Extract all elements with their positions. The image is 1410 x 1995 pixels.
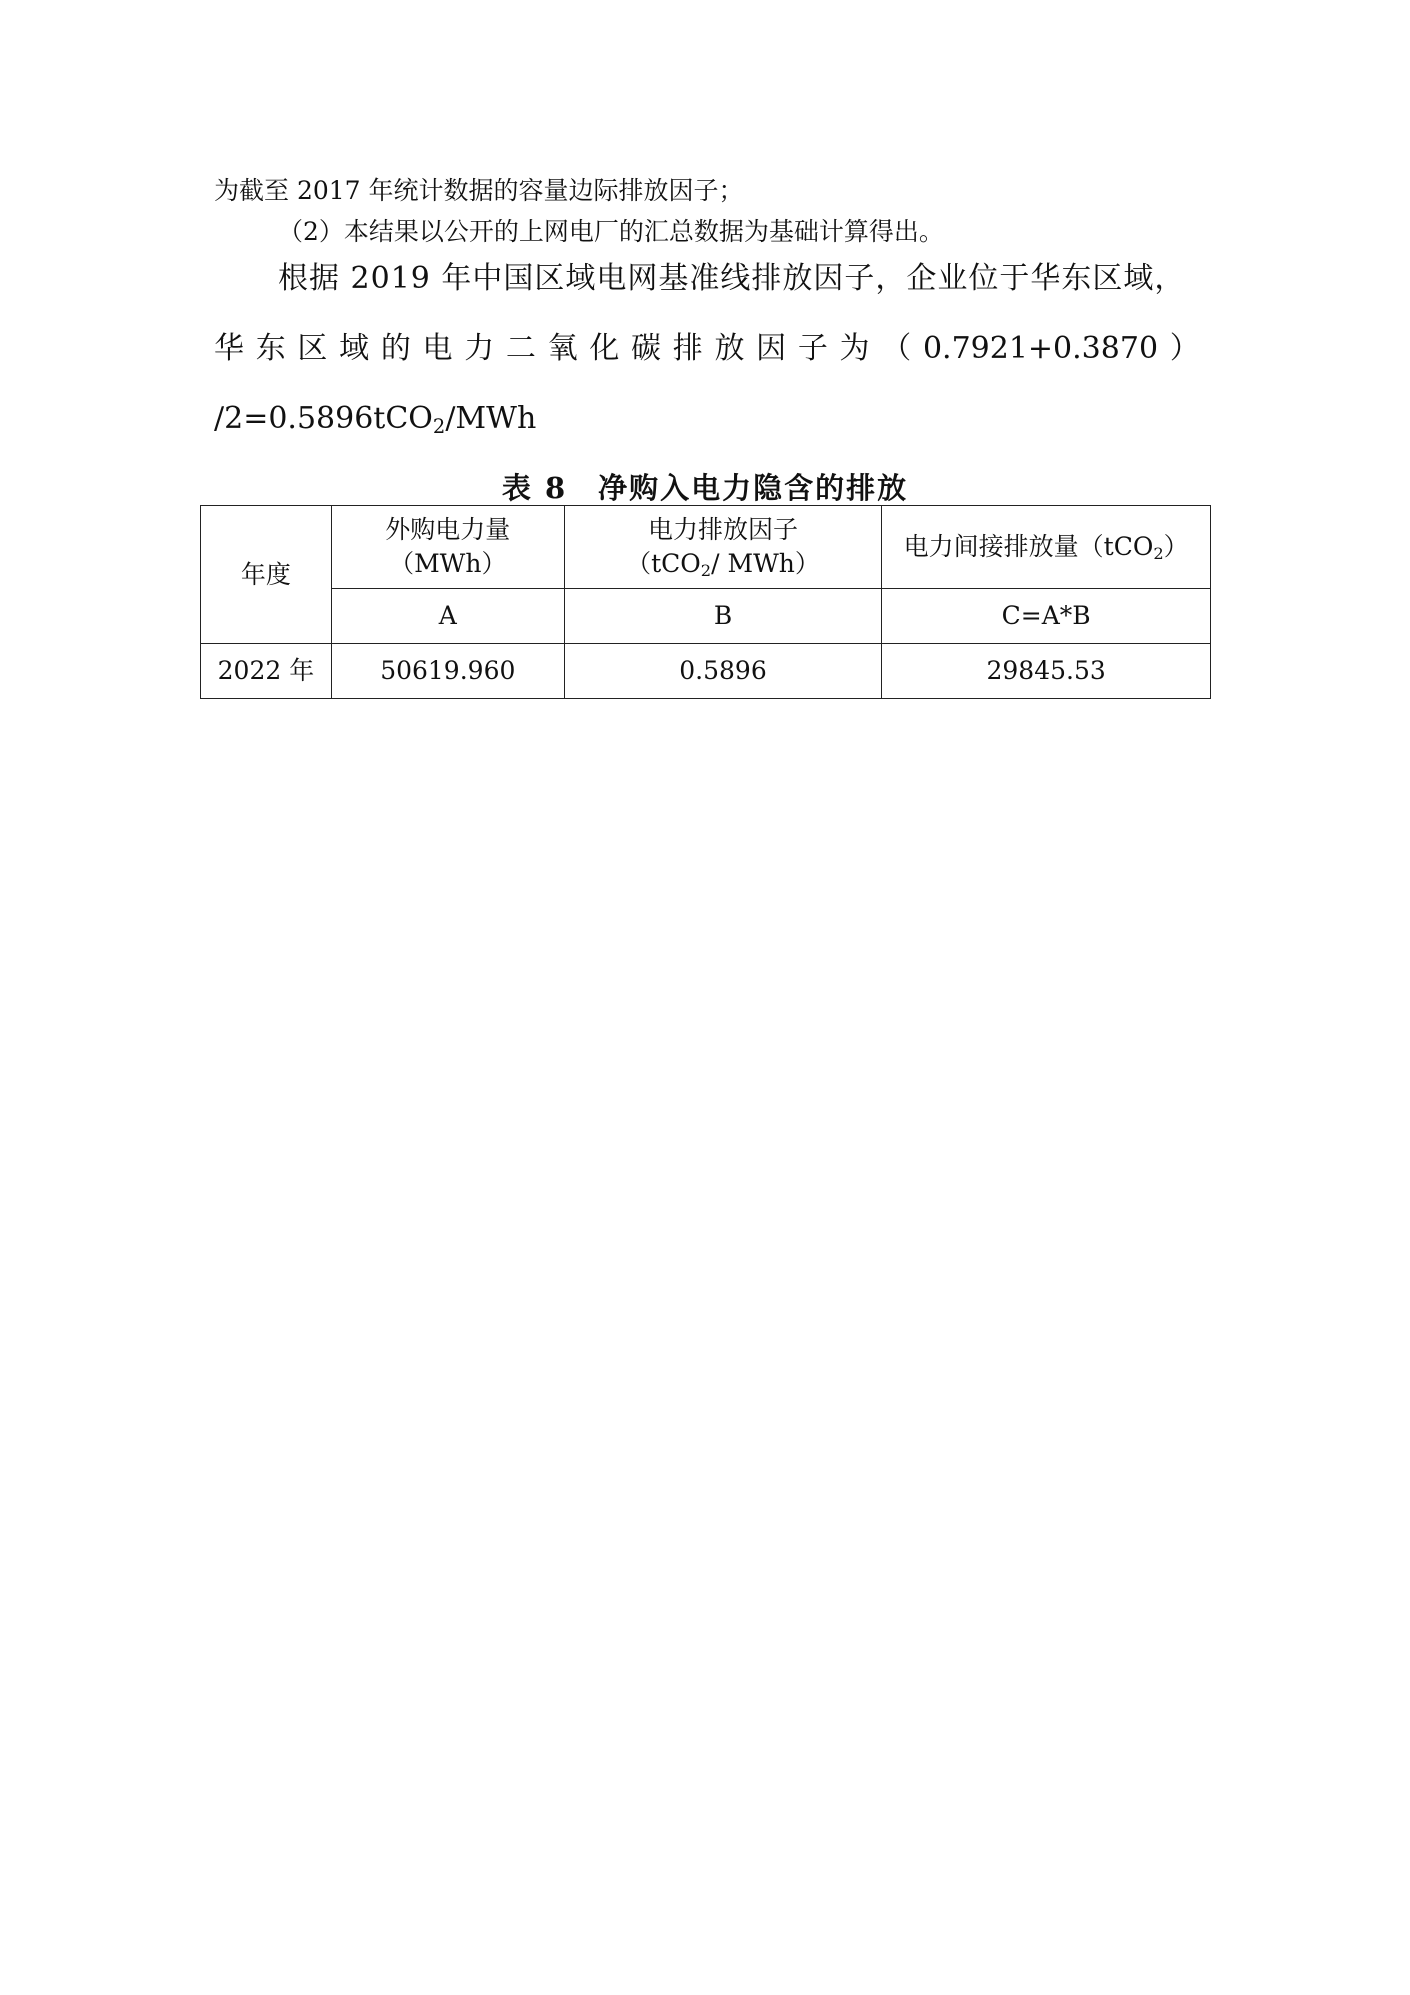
unit-suffix: ）	[1163, 532, 1189, 562]
cell-emission-factor: 0.5896	[564, 644, 882, 699]
paragraph-char: 氧	[547, 331, 578, 366]
paragraph-char: 放	[714, 331, 745, 366]
symbol-c: C=A*B	[882, 589, 1211, 644]
paragraph-line	[214, 401, 537, 438]
paragraph-char: 为	[839, 331, 870, 366]
paragraph-char: 区	[297, 331, 328, 366]
paragraph-char: 碳	[631, 331, 662, 366]
header-year: 年度	[201, 506, 332, 644]
paragraph-char: 华	[214, 331, 244, 366]
unit-prefix: （tCO	[626, 549, 701, 578]
header-col-a-title: 外购电力量	[385, 515, 511, 545]
unit-subscript: 2	[1153, 544, 1164, 564]
emissions-table	[200, 505, 1211, 699]
formula-prefix: /2=0.5896tCO	[214, 401, 433, 436]
header-col-b-unit	[565, 547, 882, 581]
note-line: 为截至 2017 年统计数据的容量边际排放因子；	[214, 176, 744, 205]
paragraph-char: 子	[797, 331, 828, 366]
symbol-b: B	[564, 589, 882, 644]
paragraph-line: 根据 2019 年中国区域电网基准线排放因子，企业位于华东区域，	[278, 261, 1186, 296]
cell-indirect-emissions: 29845.53	[882, 644, 1211, 699]
paragraph-number: 0.7921+0.3870	[922, 331, 1159, 366]
header-col-b-title: 电力排放因子	[648, 515, 799, 545]
paragraph-char: （	[881, 331, 912, 366]
paragraph-char: 力	[464, 331, 495, 366]
paragraph-char: 的	[380, 331, 411, 366]
symbol-a: A	[331, 589, 564, 644]
header-col-a	[331, 506, 564, 589]
table-row	[201, 644, 1211, 699]
header-col-c-title: 电力间接排放量（tCO	[903, 532, 1154, 562]
paragraph-char: 域	[339, 331, 370, 366]
unit-subscript: 2	[700, 561, 712, 581]
header-col-a-unit: （MWh）	[389, 549, 507, 578]
unit-suffix: / MWh）	[711, 549, 820, 578]
paragraph-char: 排	[672, 331, 703, 366]
cell-purchased-electricity: 50619.960	[331, 644, 564, 699]
paragraph-char: 东	[255, 331, 286, 366]
paragraph-char: 因	[756, 331, 787, 366]
paragraph-char: 二	[505, 331, 536, 366]
paragraph-char: ）	[1169, 331, 1200, 366]
header-col-b	[564, 506, 882, 589]
header-col-c	[882, 506, 1211, 589]
table-symbol-row	[201, 589, 1211, 644]
table-caption: 表 8 净购入电力隐含的排放	[501, 471, 909, 505]
paragraph-char: 电	[422, 331, 453, 366]
paragraph-char: 化	[589, 331, 620, 366]
table-header-row	[201, 506, 1211, 589]
formula-suffix: /MWh	[445, 401, 537, 436]
paragraph-line-justified	[214, 331, 1200, 366]
cell-year: 2022 年	[201, 644, 332, 699]
formula-subscript: 2	[432, 414, 446, 438]
note-line: （2）本结果以公开的上网电厂的汇总数据为基础计算得出。	[278, 217, 944, 246]
